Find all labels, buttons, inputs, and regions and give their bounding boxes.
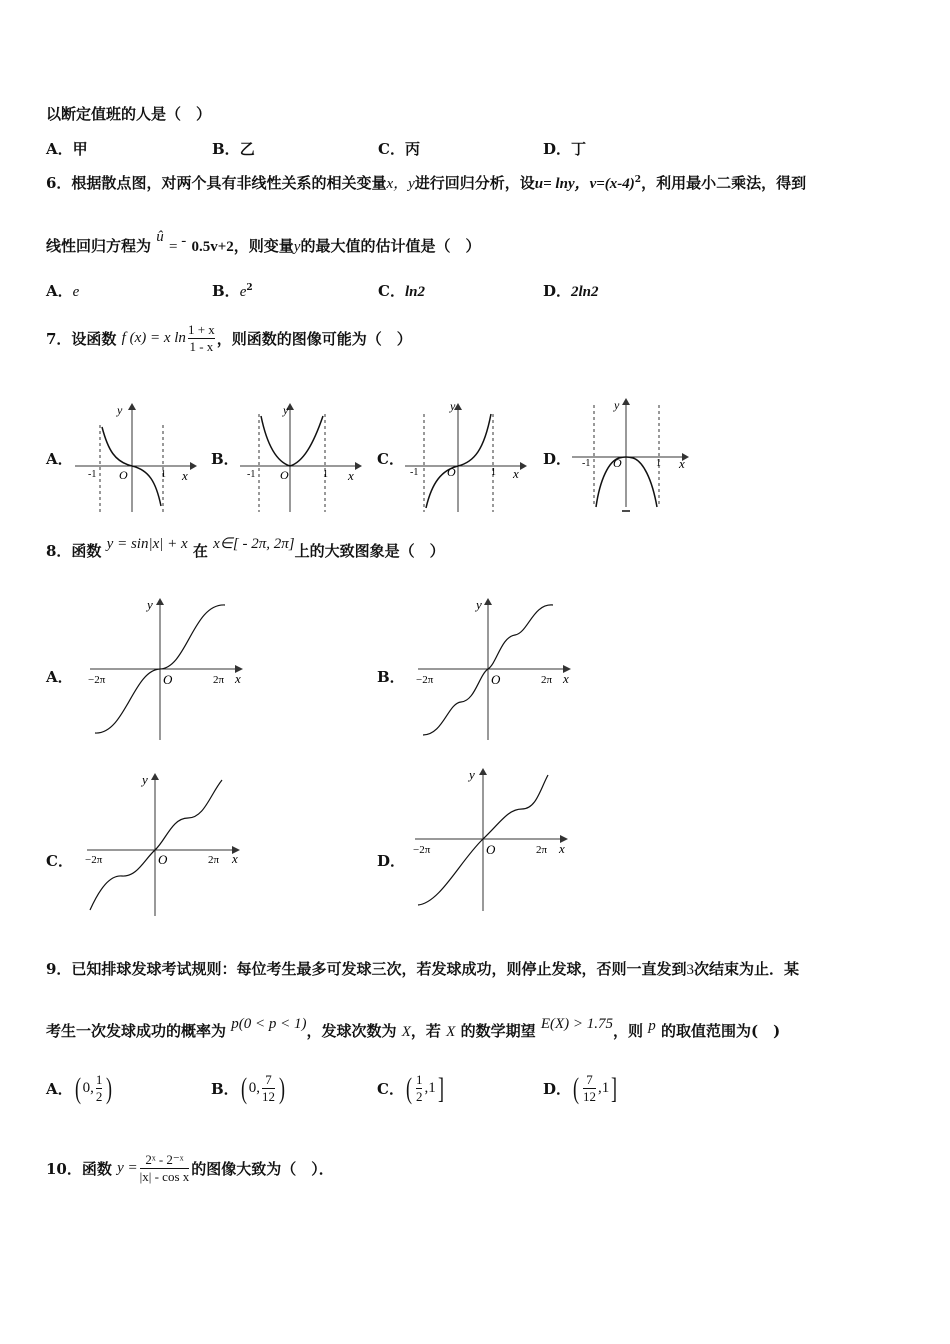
q8-graph-a	[85, 595, 255, 745]
q9-option-a: A．( 0, $\frac{1}{2}$ )	[46, 1071, 113, 1105]
axis-y-label: y	[283, 403, 289, 417]
q10-fraction: $\frac{\text{2ˣ - 2⁻ˣ}}{\text{|x| - cos x}}$	[139, 1152, 190, 1184]
origin-label: O	[486, 842, 496, 857]
tick-neg-label: -1	[247, 469, 256, 480]
q9-option-b: B．( 0, $\frac{7}{12}$ )	[211, 1071, 285, 1105]
axis-y-label: y	[476, 597, 482, 612]
tick-neg-label: −2π	[85, 854, 103, 866]
axis-x-label: x	[182, 468, 188, 483]
tick-pos-label: 2π	[208, 854, 220, 866]
tick-neg-label: -1	[582, 458, 591, 469]
q6-option-d: D．2ln2	[543, 282, 599, 300]
axis-y-label: y	[450, 400, 456, 413]
axis-x-label: x	[235, 671, 241, 686]
q7-option-a-label: A．	[46, 450, 73, 468]
q9-line2: 考生一次发球成功的概率为 p(0 < p < 1)，发球次数为 X，若 X 的数学期望 E(X) > 1.75，则 p 的取值范围为( )	[46, 1016, 781, 1040]
tick-pos-label: 1	[491, 467, 496, 478]
q8-graph-c	[82, 770, 252, 920]
origin-label: O	[119, 468, 128, 482]
q6-option-a: A．e	[46, 282, 80, 300]
axis-x-label: x	[559, 841, 565, 856]
q5-option-a: A．甲	[46, 140, 88, 158]
q8-graph-d	[410, 765, 580, 915]
tick-pos-label: 2π	[213, 674, 225, 686]
q7-graph-b	[235, 400, 365, 515]
axis-x-label: x	[232, 851, 238, 866]
q7-option-b-label: B．	[211, 450, 239, 468]
origin-label: O	[613, 456, 622, 470]
q6-option-c: C．ln2	[378, 282, 425, 300]
q8-option-b-label: B．	[377, 668, 405, 686]
q8-option-a-label: A．	[46, 668, 73, 686]
q7-option-c-label: C．	[377, 450, 404, 468]
q5-option-c: C．丙	[378, 140, 420, 158]
q8-graph-b	[413, 595, 583, 745]
q8-option-d-label: D．	[377, 852, 406, 870]
q7-fraction: $\frac{1 + x}{1 - x}$	[187, 322, 215, 354]
tick-neg-label: −2π	[88, 674, 106, 686]
q8-stem: 8．函数 y = sin|x| + x 在 x∈[ - 2π, 2π]上的大致图象是（ ）	[46, 536, 445, 560]
axis-y-label: y	[142, 772, 148, 787]
axis-y-label: y	[469, 767, 475, 782]
tick-neg-label: −2π	[413, 844, 431, 856]
q7-graph-c	[400, 400, 530, 515]
q7-graph-d	[567, 395, 697, 515]
q5-option-b: B．乙	[212, 140, 255, 158]
origin-label: O	[163, 672, 173, 687]
q9-line1: 9．已知排球发球考试规则：每位考生最多可发球三次，若发球成功，则停止发球，否则一直发到3次结束为止．某	[46, 960, 799, 978]
axis-x-label: x	[348, 468, 354, 483]
q8-option-c-label: C．	[46, 852, 73, 870]
origin-label: O	[447, 465, 456, 479]
axis-y-label: y	[117, 403, 123, 417]
q9-option-d: D．( $\frac{7}{12}$ ,1]	[543, 1071, 618, 1105]
tick-pos-label: 2π	[541, 674, 553, 686]
q6-option-b: B．$e^2$	[212, 282, 253, 300]
tick-pos-label: 2π	[536, 844, 548, 856]
axis-y-label: y	[614, 398, 620, 412]
origin-label: O	[491, 672, 501, 687]
q6-line2: 线性回归方程为 û = - 0.5v+2，则变量y的最大值的估计值是（ ）	[46, 229, 481, 255]
q7-stem: 7．设函数 f (x) = x ln $\frac{1 + x}{1 - x}$ ，则函数的图像可能为（ ）	[46, 322, 412, 354]
q9-option-c: C．( $\frac{1}{2}$ ,1]	[377, 1071, 444, 1105]
tick-neg-label: -1	[88, 469, 97, 480]
q7-graph-a	[70, 400, 200, 515]
axis-y-label: y	[147, 597, 153, 612]
q5-stem-tail: 以断定值班的人是（ ）	[46, 105, 212, 123]
tick-neg-label: −2π	[416, 674, 434, 686]
q5-option-d: D．丁	[543, 140, 587, 158]
q6-line1: 6．根据散点图，对两个具有非线性关系的相关变量x，y进行回归分析，设u= lny，$v=(x-4)^2$，利用最小二乘法，得到	[46, 174, 807, 192]
q10-stem: 10．函数 y = $\frac{\text{2ˣ - 2⁻ˣ}}{\text{|x| - cos x}}$ 的图像大致为（ ）．	[46, 1152, 334, 1184]
axis-x-label: x	[679, 456, 685, 471]
axis-x-label: x	[563, 671, 569, 686]
q7-option-d-label: D．	[543, 450, 572, 468]
origin-label: O	[158, 852, 168, 867]
origin-label: O	[280, 468, 289, 482]
tick-pos-label: 1	[323, 469, 328, 480]
axis-x-label: x	[513, 466, 519, 481]
tick-pos-label: 1	[656, 458, 661, 469]
tick-neg-label: -1	[410, 467, 419, 478]
tick-pos-label: 1	[161, 469, 166, 480]
